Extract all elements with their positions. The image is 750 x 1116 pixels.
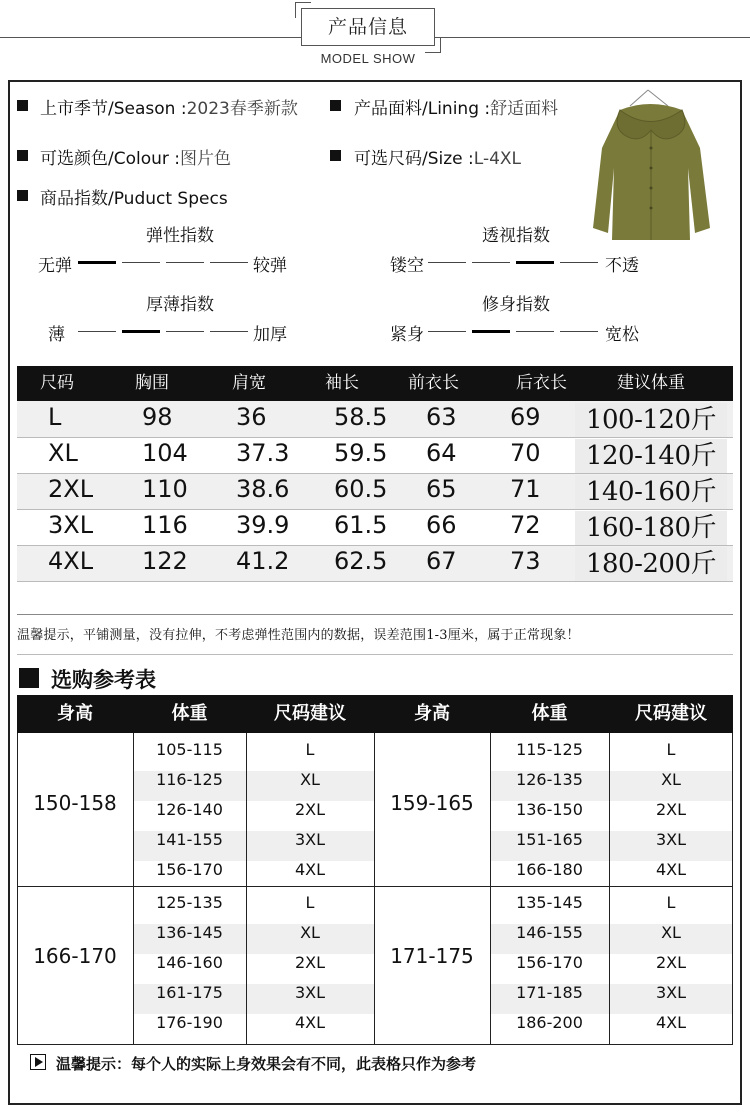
info-colour [40,144,231,169]
ref-header-cell: 体重 [171,703,208,724]
size-header-cell: 后衣长 [516,373,567,393]
ref-size-cell: 4XL [294,860,326,879]
ref-size-cell: L [666,740,676,759]
ref-header-cell: 身高 [57,703,93,724]
thickness-scale-segment [78,331,116,332]
ref-size-cell: 4XL [655,860,687,879]
ref-weight-cell: 115-125 [516,740,583,759]
size-cell: 39.9 [236,511,290,539]
bullet-square [330,150,341,161]
ref-size-cell: XL [300,770,320,789]
ref-weight-cell: 126-140 [156,800,223,819]
size-header-cell: 胸围 [135,373,169,393]
size-cell: 65 [426,475,457,503]
row-divider [17,473,733,474]
fit-index-right: 宽松 [605,325,639,345]
transparency-index-right: 不透 [605,256,639,276]
size-cell: 122 [142,547,188,575]
row-divider [17,581,733,582]
ref-weight-cell: 186-200 [516,1013,583,1032]
ref-header-cell: 体重 [531,703,568,724]
ref-weight-cell: 171-185 [516,983,583,1002]
row-divider [17,545,733,546]
size-cell: 64 [426,439,457,467]
ref-weight-cell: 116-125 [156,770,223,789]
fit-scale-segment [428,331,466,332]
size-weight-cell: 100-120斤 [575,403,727,437]
ref-weight-cell: 126-135 [516,770,583,789]
ref-size-cell: 4XL [655,1013,687,1032]
col-divider [374,733,375,1045]
ref-header-cell: 尺码建议 [274,703,346,724]
size-cell: 110 [142,475,188,503]
size-cell: 41.2 [236,547,290,575]
ref-weight-cell: 136-150 [516,800,583,819]
ref-weight-cell: 156-170 [156,860,223,879]
elastic-scale-segment [210,262,248,263]
fit-scale-segment [560,331,598,332]
size-cell: 104 [142,439,188,467]
size-header-cell: 袖长 [325,373,359,393]
page-title: 产品信息 [327,16,408,38]
bullet-square [330,100,341,111]
size-cell: 67 [426,547,457,575]
transparency-index-left: 镂空 [390,256,424,276]
row-divider [17,437,733,438]
ref-weight-cell: 156-170 [516,953,583,972]
thickness-index-left: 薄 [48,325,65,345]
section-square-icon [19,668,39,688]
ref-size-cell: 3XL [294,983,326,1002]
transparency-scale-segment [560,262,598,263]
thickness-index-right: 加厚 [253,325,287,345]
ref-weight-cell: 141-155 [156,830,223,849]
info-colour-label: 可选颜色/Colour : [40,149,181,169]
ref-weight-cell: 176-190 [156,1013,223,1032]
ref-height-cell: 150-158 [33,791,117,815]
info-size-value: L-4XL [473,149,522,169]
elastic-index-left: 无弹 [38,256,72,276]
ref-weight-cell: 161-175 [156,983,223,1002]
size-cell: 70 [510,439,541,467]
size-cell: 66 [426,511,457,539]
ref-size-cell: XL [661,770,681,789]
divider [17,654,733,655]
size-cell: 98 [142,403,173,431]
info-season-value: 2023春季新款 [186,99,298,119]
size-cell: 60.5 [334,475,388,503]
ref-weight-cell: 146-155 [516,923,583,942]
size-cell: 63 [426,403,457,431]
ref-size-cell: L [305,740,315,759]
play-icon [30,1054,46,1070]
garment-image [590,88,712,243]
size-cell: 58.5 [334,403,388,431]
fit-scale-segment [516,331,554,332]
info-lining-value: 舒适面料 [490,99,559,119]
ref-height-cell: 166-170 [33,944,117,968]
ref-weight-cell: 166-180 [516,860,583,879]
size-header-cell: 前衣长 [408,373,459,393]
elastic-scale-segment [122,262,160,263]
bullet-square [17,150,28,161]
size-header-cell: 建议体重 [617,373,685,393]
ref-weight-cell: 125-135 [156,893,223,912]
size-cell: 38.6 [236,475,290,503]
thickness-index-title: 厚薄指数 [146,295,214,315]
size-cell: 69 [510,403,541,431]
ref-size-cell: 2XL [655,800,687,819]
measurement-note: 温馨提示，平铺测量，没有拉伸，不考虑弹性范围内的数据，误差范围1-3厘米，属于正常现象！ [17,628,580,643]
ref-size-cell: 3XL [655,983,687,1002]
ref-size-cell: 3XL [655,830,687,849]
size-cell: 4XL [48,547,94,575]
page-subtitle: MODEL SHOW [320,51,416,66]
elastic-scale-segment [78,261,116,264]
thickness-scale-segment [210,331,248,332]
header-line-left [0,37,301,38]
thickness-scale-segment [122,330,160,333]
size-cell: L [48,403,62,431]
size-cell: 72 [510,511,541,539]
bullet-square [17,100,28,111]
ref-size-cell: 2XL [655,953,687,972]
size-cell: 73 [510,547,541,575]
block-divider [17,886,733,887]
ref-size-cell: 4XL [294,1013,326,1032]
transparency-scale-segment [472,262,510,263]
transparency-scale-segment [428,262,466,263]
size-cell: 62.5 [334,547,388,575]
size-cell: 37.3 [236,439,290,467]
ref-header-cell: 尺码建议 [635,703,707,724]
row-divider [17,509,733,510]
transparency-scale-segment [516,261,554,264]
size-cell: 2XL [48,475,94,503]
info-specs: 商品指数/Puduct Specs [40,189,228,209]
ref-weight-cell: 151-165 [516,830,583,849]
size-weight-cell: 140-160斤 [575,475,727,509]
ref-size-cell: L [666,893,676,912]
ref-header-cell: 身高 [414,703,450,724]
thickness-scale-segment [166,331,204,332]
elastic-index-right: 较弹 [253,256,287,276]
fit-scale-segment [472,330,510,333]
ref-weight-cell: 105-115 [156,740,223,759]
bottom-tip: 温馨提示：每个人的实际上身效果会有不同，此表格只作为参考 [56,1055,477,1073]
divider [17,614,733,615]
size-cell: 36 [236,403,267,431]
elastic-index-title: 弹性指数 [146,226,214,246]
info-colour-value: 图片色 [180,149,232,169]
elastic-scale-segment [166,262,204,263]
size-header-cell: 肩宽 [232,373,266,393]
ref-weight-cell: 146-160 [156,953,223,972]
ref-table-title: 选购参考表 [51,668,156,692]
info-size [354,144,521,169]
ref-weight-cell: 136-145 [156,923,223,942]
size-cell: 116 [142,511,188,539]
size-header-cell: 尺码 [40,373,74,393]
bullet-square [17,190,28,201]
size-weight-cell: 160-180斤 [575,511,727,545]
ref-size-cell: L [305,893,315,912]
size-weight-cell: 180-200斤 [575,547,727,581]
header-line-right [435,37,750,38]
transparency-index-title: 透视指数 [482,226,550,246]
ref-height-cell: 159-165 [390,791,474,815]
info-size-label: 可选尺码/Size : [354,149,474,169]
fit-index-left: 紧身 [390,325,424,345]
size-cell: XL [48,439,78,467]
size-cell: 71 [510,475,541,503]
ref-size-cell: 3XL [294,830,326,849]
size-cell: 59.5 [334,439,388,467]
info-lining [354,94,558,119]
ref-size-cell: XL [300,923,320,942]
size-cell: 61.5 [334,511,388,539]
fit-index-title: 修身指数 [482,295,550,315]
ref-size-cell: 2XL [294,800,326,819]
ref-height-cell: 171-175 [390,944,474,968]
info-lining-label: 产品面料/Lining : [354,99,491,119]
info-season [40,94,298,119]
ref-weight-cell: 135-145 [516,893,583,912]
info-season-label: 上市季节/Season : [40,99,187,119]
ref-size-cell: XL [661,923,681,942]
size-weight-cell: 120-140斤 [575,439,727,473]
size-cell: 3XL [48,511,94,539]
ref-size-cell: 2XL [294,953,326,972]
